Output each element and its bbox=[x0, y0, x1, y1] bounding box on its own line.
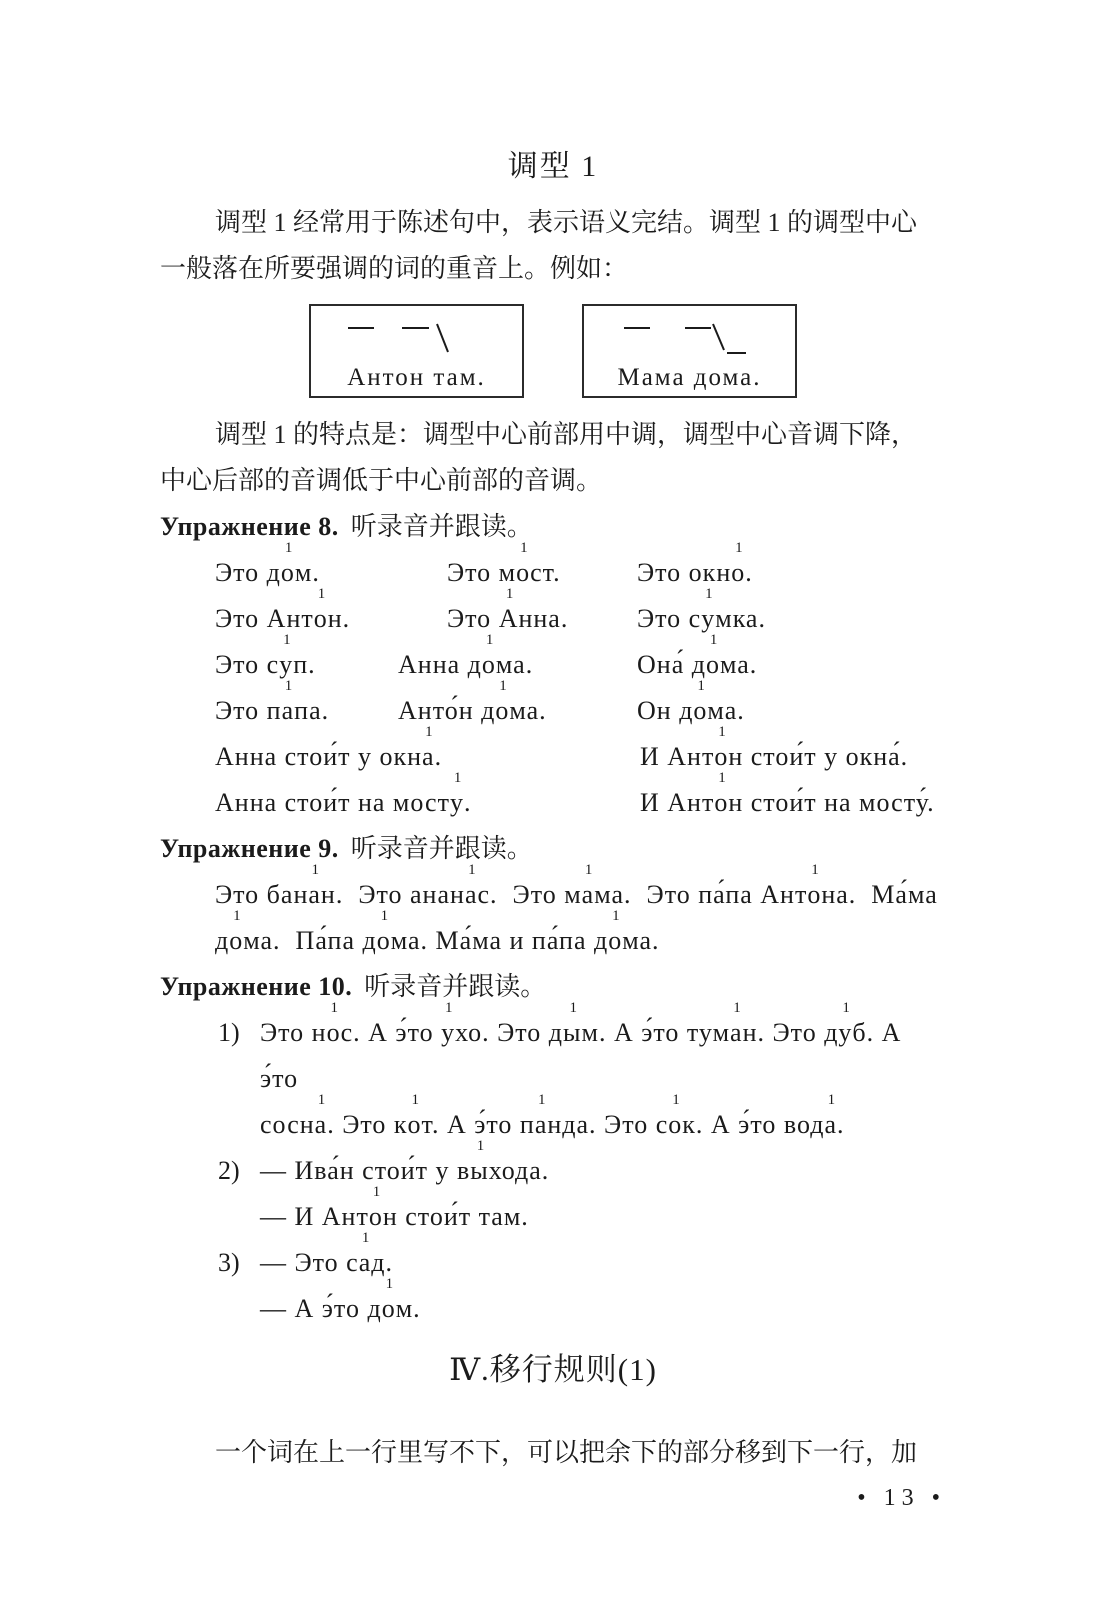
exercise-8-pairs bbox=[215, 723, 946, 826]
phrase: Это д 1 ом. bbox=[215, 539, 320, 587]
phrase-line: сосн 1 а. Это к 1 от. А э́то п 1 анда. Это с 1 ок. А э́то вод 1 а. bbox=[260, 1091, 845, 1139]
phrase: Это м 1 ост. bbox=[447, 539, 561, 587]
intonation-diagram-row bbox=[160, 304, 946, 398]
item-lines bbox=[260, 1137, 946, 1240]
phrase: Это окн 1 о. bbox=[637, 539, 753, 587]
exercise-10-title: Упражнение 10. bbox=[160, 972, 353, 1001]
exercise-8-grid bbox=[215, 539, 946, 734]
phrase: Анна стои́т у окн 1 а. bbox=[215, 723, 443, 771]
exercise-10-heading bbox=[160, 964, 946, 1010]
phrase: Это с 1 умка. bbox=[637, 585, 766, 633]
phrase: И Ант 1 он стои́т у окна́. bbox=[640, 723, 909, 771]
intonation-box-mama bbox=[582, 304, 797, 398]
features-line-2: 中心后部的音调低于中心前部的音调。 bbox=[160, 466, 603, 495]
phrase: Анна д 1 ома. bbox=[398, 631, 534, 679]
exercise-9-line-1: Это бан 1 ан. Это анан 1 ас. Это м 1 ама. Это па́па Ант 1 она. Ма́ма bbox=[215, 861, 938, 909]
exercise-10-item-1 bbox=[218, 999, 946, 1148]
features-line-1: 调型 1 的特点是：调型中心前部用中调，调型中心音调下降， bbox=[215, 420, 918, 449]
phrase: Это 1 Анна. bbox=[447, 585, 569, 633]
intro-line-2: 一般落在所要强调的词的重音上。例如： bbox=[160, 254, 629, 283]
intonation-contour-fall-icon bbox=[311, 306, 522, 364]
exercise-10-item-3 bbox=[218, 1229, 946, 1332]
list-marker: 1) bbox=[218, 1018, 240, 1047]
phrase: Это с 1 уп. bbox=[215, 631, 316, 679]
dialogue-line: — И Ант 1 он стои́т там. bbox=[260, 1183, 529, 1231]
exercise-9-title: Упражнение 9. bbox=[160, 834, 339, 863]
exercise-9-line-2: д 1 ома. Па́па д 1 ома. Ма́ма и па́па д 1 ома. bbox=[215, 907, 660, 955]
intro-line-1: 调型 1 经常用于陈述句中，表示语义完结。调型 1 的调型中心 bbox=[215, 208, 918, 237]
intonation-box-anton bbox=[309, 304, 524, 398]
phrase: Он д 1 ома. bbox=[637, 677, 745, 725]
dialogue-line: — А э́то д 1 ом. bbox=[260, 1275, 421, 1323]
exercise-10-instruction: 听录音并跟读。 bbox=[364, 972, 547, 1001]
dialogue-line: — Это с 1 ад. bbox=[260, 1229, 394, 1277]
section-4-paragraph: 一个词在上一行里写不下，可以把余下的部分移到下一行，加 bbox=[215, 1438, 918, 1467]
phrase: Анна стои́т на мост 1 у. bbox=[215, 769, 472, 817]
phrase: Это п 1 апа. bbox=[215, 677, 330, 725]
exercise-9-text bbox=[215, 861, 946, 964]
list-marker: 2) bbox=[218, 1156, 240, 1185]
exercise-8-heading bbox=[160, 504, 946, 550]
phrase-line: Это н 1 ос. А э́то 1 ухо. Это д 1 ым. А э́то тум 1 ан. Это д 1 уб. А э́то bbox=[260, 999, 909, 1093]
item-lines bbox=[260, 1229, 946, 1332]
phrase: И Ант 1 он стои́т на мосту́. bbox=[640, 769, 935, 817]
phrase: Она́ д 1 ома. bbox=[637, 631, 758, 679]
exercise-9-instruction: 听录音并跟读。 bbox=[350, 834, 533, 863]
phrase: Анто́н д 1 ома. bbox=[398, 677, 547, 725]
diagram-label: Мама дома. bbox=[617, 364, 762, 391]
exercise-8-title: Упражнение 8. bbox=[160, 512, 339, 541]
page-title: 调型 1 bbox=[507, 150, 599, 183]
dialogue-line: — Ива́н стои́т у в 1 ыхода. bbox=[260, 1137, 550, 1185]
page-number: • 13 • bbox=[857, 1485, 946, 1511]
exercise-8-instruction: 听录音并跟读。 bbox=[350, 512, 533, 541]
phrase: Это Ант 1 он. bbox=[215, 585, 351, 633]
intonation-contour-fall-low-icon bbox=[584, 306, 795, 364]
list-marker: 3) bbox=[218, 1248, 240, 1277]
exercise-9-heading bbox=[160, 826, 946, 872]
exercise-10-item-2 bbox=[218, 1137, 946, 1240]
section-4-title: Ⅳ.移行规则(1) bbox=[449, 1352, 657, 1387]
diagram-label: Антон там. bbox=[347, 364, 486, 391]
item-lines bbox=[260, 999, 946, 1148]
